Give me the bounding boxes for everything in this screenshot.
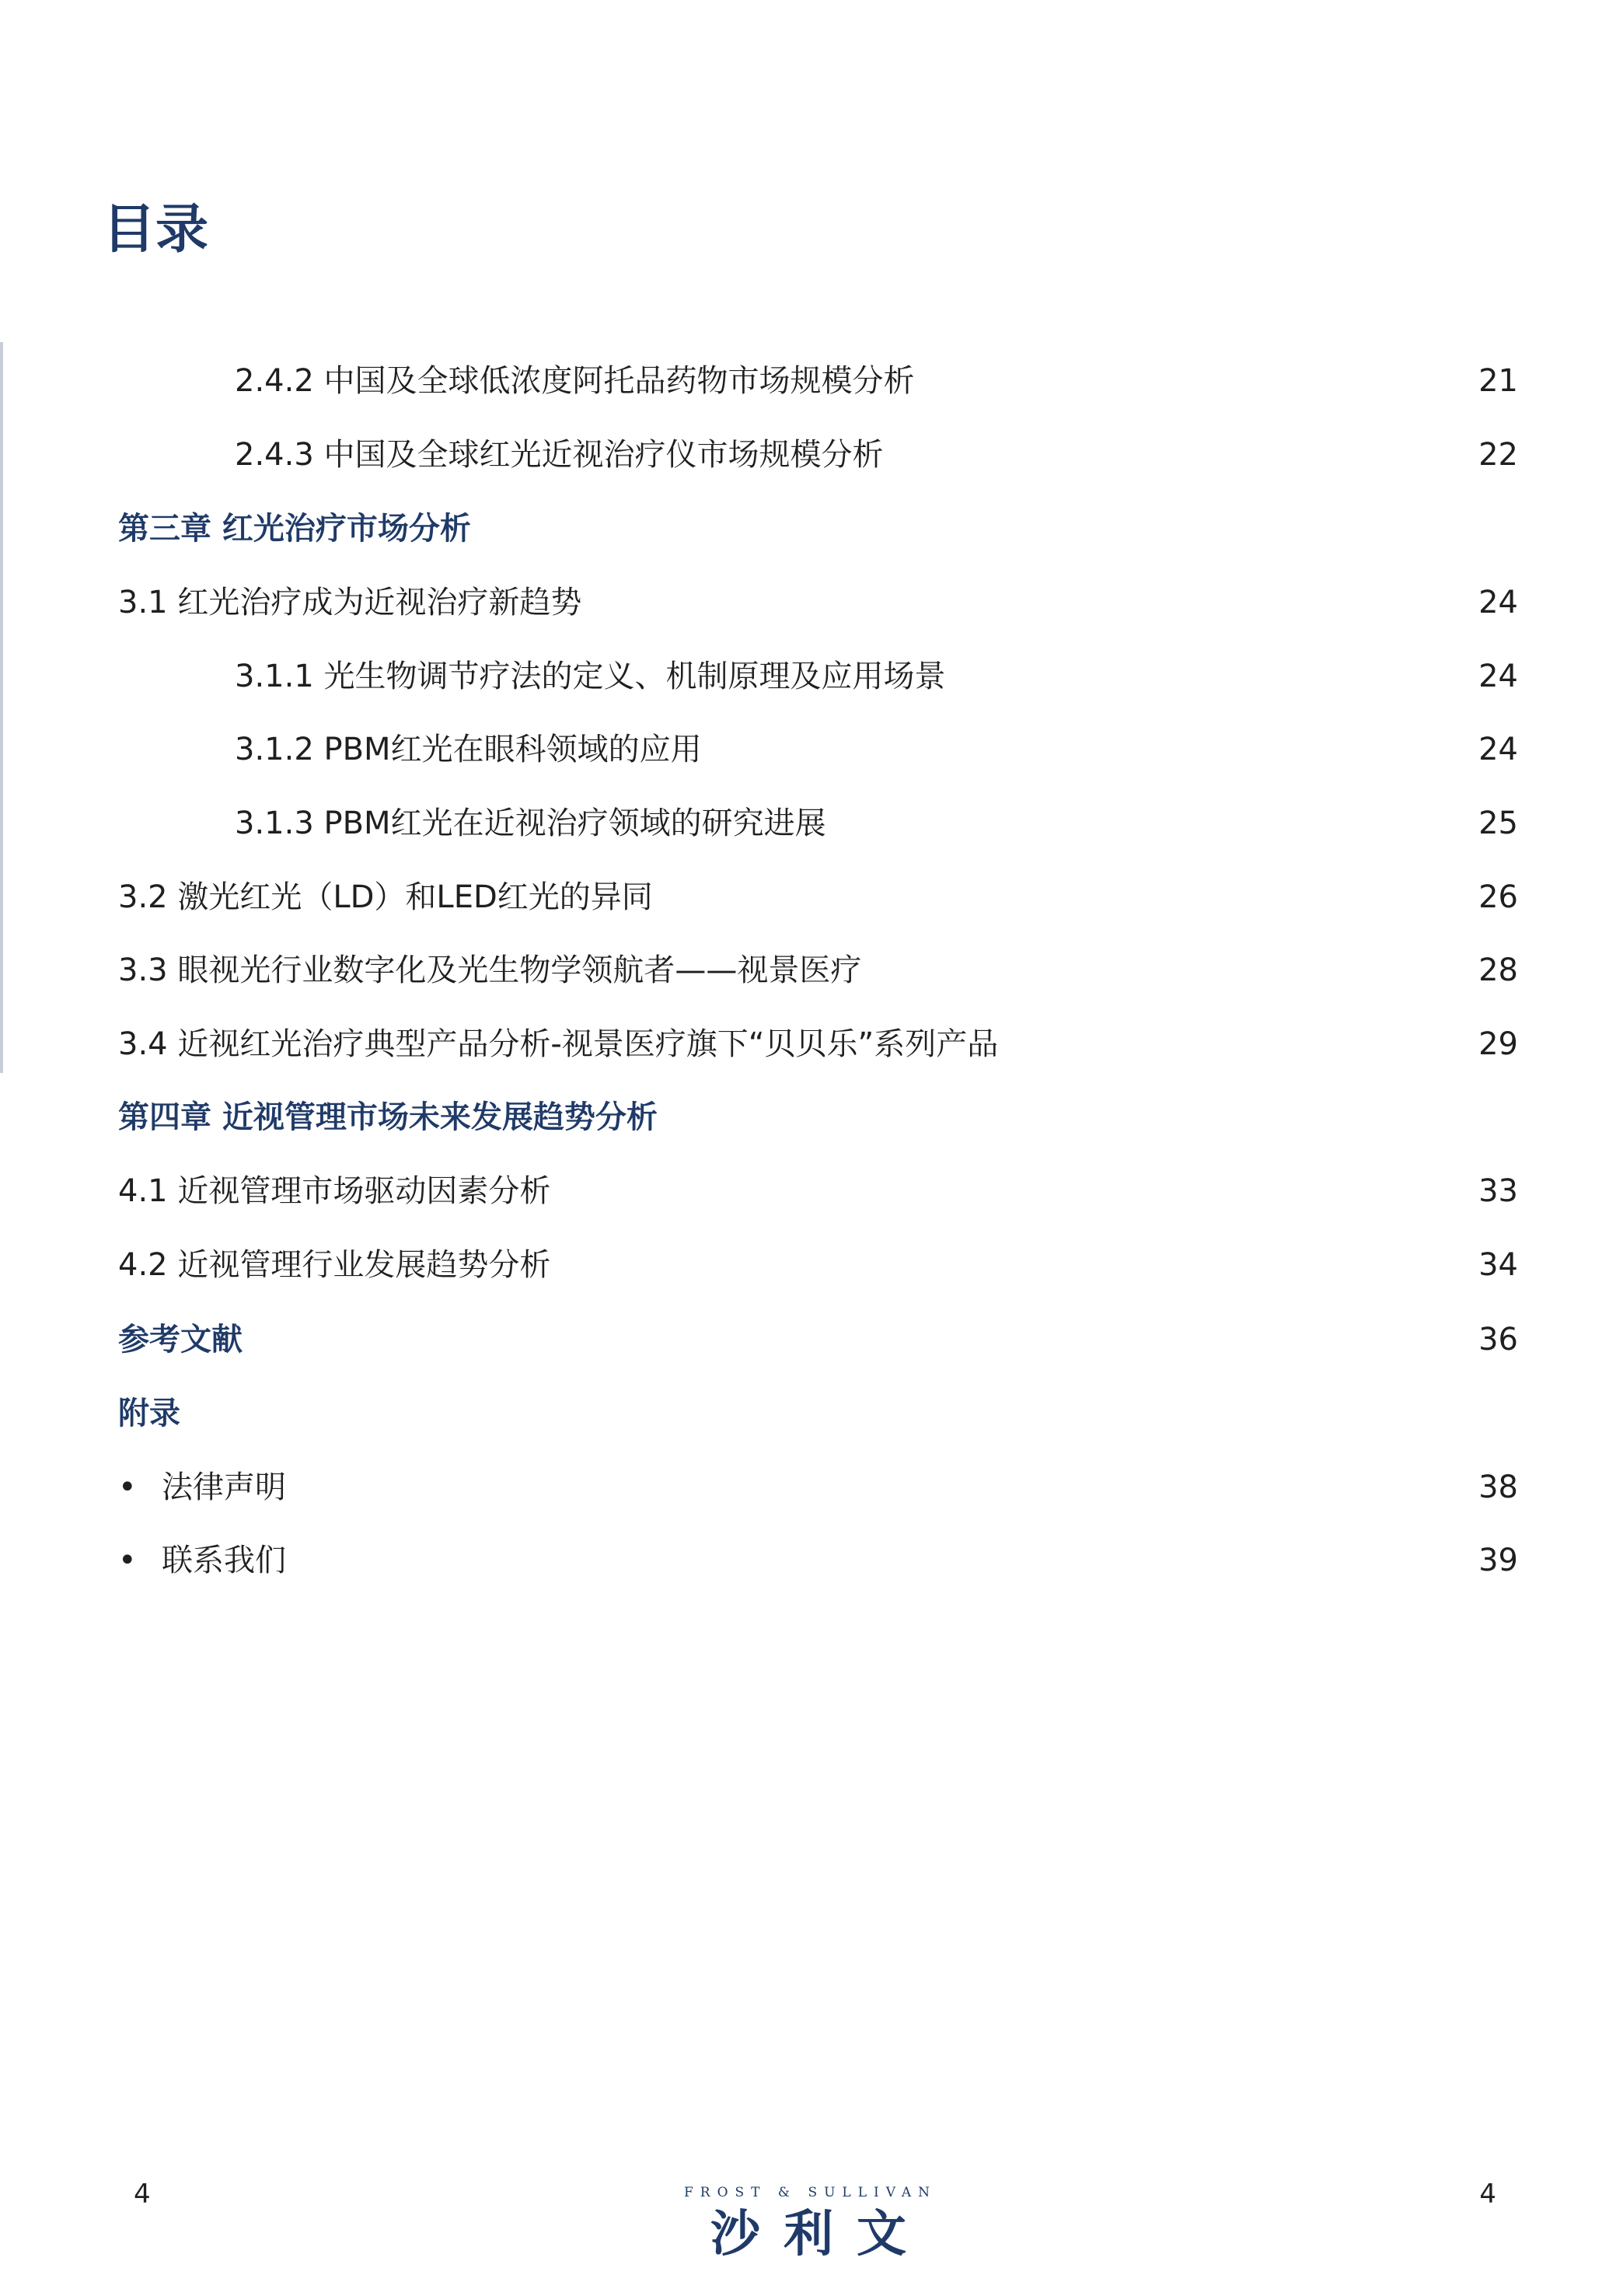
toc-entry-title: 法律声明 [162, 1470, 286, 1505]
toc-entry-title: 参考文献 [118, 1322, 243, 1358]
footer-page-number-right: 4 [1479, 2179, 1496, 2210]
toc-entry[interactable] [0, 800, 1616, 847]
toc-entry-page: 25 [1478, 806, 1518, 841]
toc-entry[interactable] [0, 1242, 1616, 1288]
toc-entry-title: 第三章 红光治疗市场分析 [118, 511, 471, 547]
toc-entry-page: 36 [1478, 1322, 1518, 1358]
toc-entry-title: 3.1.3 PBM红光在近视治疗领域的研究进展 [235, 806, 826, 841]
toc-entry-title: 3.2 激光红光（LD）和LED红光的异同 [118, 879, 653, 915]
toc-entry-page: 34 [1478, 1247, 1518, 1283]
toc-entry[interactable] [0, 358, 1616, 404]
toc-entry-page: 39 [1478, 1543, 1518, 1578]
bullet-icon: • [118, 1543, 137, 1578]
toc-entry-title: 附录 [118, 1396, 180, 1431]
toc-entry-page: 24 [1478, 732, 1518, 767]
toc-entry-title: 2.4.3 中国及全球红光近视治疗仪市场规模分析 [235, 437, 884, 473]
toc-entry-page: 26 [1478, 879, 1518, 915]
toc-entry-title: 3.1.2 PBM红光在眼科领域的应用 [235, 732, 702, 767]
toc-entry-title: 联系我们 [162, 1543, 286, 1578]
footer-page-number-left: 4 [134, 2179, 151, 2210]
toc-entry[interactable] [0, 947, 1616, 994]
toc-entry[interactable] [0, 874, 1616, 921]
toc-entry-title: 4.1 近视管理市场驱动因素分析 [118, 1173, 551, 1209]
toc-entry-page: 33 [1478, 1173, 1518, 1209]
toc-entry[interactable] [0, 1021, 1616, 1068]
toc-entry-title: 4.2 近视管理行业发展趋势分析 [118, 1247, 551, 1283]
toc-entry[interactable] [0, 1464, 1616, 1511]
toc-entry-page: 21 [1478, 363, 1518, 399]
toc-entry[interactable] [0, 432, 1616, 478]
toc-entry-page: 28 [1478, 952, 1518, 988]
toc-entry-page: 38 [1478, 1470, 1518, 1505]
toc-entry-page: 22 [1478, 437, 1518, 473]
toc-entry[interactable] [0, 653, 1616, 700]
toc-entry-title: 3.1.1 光生物调节疗法的定义、机制原理及应用场景 [235, 659, 946, 694]
frost-sullivan-logo [684, 2183, 937, 2269]
toc-entry-page: 24 [1478, 659, 1518, 694]
toc-chapter-heading[interactable] [0, 1390, 1616, 1437]
toc-entry[interactable] [0, 1537, 1616, 1584]
toc-entry-title: 3.3 眼视光行业数字化及光生物学领航者——视景医疗 [118, 952, 862, 988]
toc-entry-title: 3.4 近视红光治疗典型产品分析-视景医疗旗下“贝贝乐”系列产品 [118, 1026, 999, 1062]
logo-english-text: FROST & SULLIVAN [684, 2185, 937, 2200]
toc-entry[interactable] [0, 579, 1616, 626]
bullet-icon: • [118, 1470, 137, 1505]
toc-entry-page: 29 [1478, 1026, 1518, 1062]
toc-chapter-heading[interactable] [0, 1316, 1616, 1363]
toc-entry[interactable] [0, 726, 1616, 773]
page-title: 目录 [103, 199, 209, 260]
toc-entry-title: 第四章 近视管理市场未来发展趋势分析 [118, 1099, 658, 1135]
logo-chinese-text: 沙利文 [710, 2206, 930, 2263]
toc-entry[interactable] [0, 1168, 1616, 1214]
toc-chapter-heading[interactable] [0, 1094, 1616, 1141]
toc-entry-title: 3.1 红光治疗成为近视治疗新趋势 [118, 585, 582, 620]
toc-chapter-heading[interactable] [0, 505, 1616, 552]
toc-entry-title: 2.4.2 中国及全球低浓度阿托品药物市场规模分析 [235, 363, 915, 399]
toc-entry-page: 24 [1478, 585, 1518, 620]
